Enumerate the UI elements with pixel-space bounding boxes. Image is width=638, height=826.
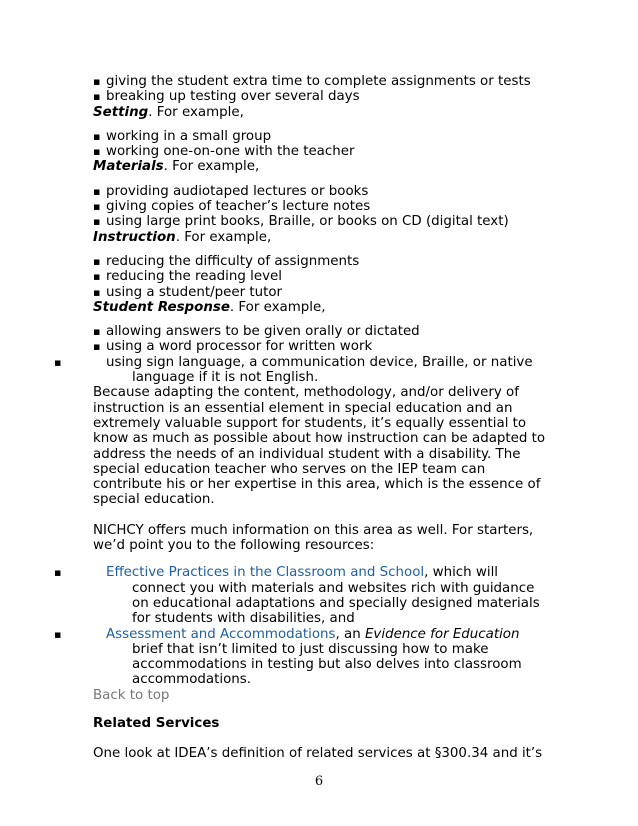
list-item: ▪ using sign language, a communication device, Braille, or native language if it is not English. xyxy=(93,355,553,386)
related-services-heading: Related Services xyxy=(93,715,220,731)
back-to-top-link[interactable]: Back to top xyxy=(93,687,170,703)
related-services-paragraph: One look at IDEA’s definition of related services at §300.34 and it’s xyxy=(93,746,543,762)
list-item: ▪ giving the student extra time to complete assignments or tests xyxy=(93,74,553,89)
list-item: ▪ working one-on-one with the teacher xyxy=(93,144,553,159)
assessment-accommodations-link[interactable]: Assessment and Accommodations xyxy=(106,626,336,642)
list-item: ▪ giving copies of teacher’s lecture notes xyxy=(93,199,553,214)
list-item: ▪ using large print books, Braille, or books on CD (digital text) xyxy=(93,214,553,229)
list-item: ▪ allowing answers to be given orally or dictated xyxy=(93,324,553,339)
setting-heading: Setting. For example, xyxy=(93,104,244,120)
nichcy-paragraph: NICHCY offers much information on this area as well. For starters, we’d point you to the following resources: xyxy=(93,522,534,554)
list-item: ▪ reducing the difficulty of assignments xyxy=(93,254,553,269)
resource-item: ▪ Assessment and Accommodations, an Evidence for Education brief that isn’t limited to just discussing how to make accommodations in testing but also delves into classroom accommodations. xyxy=(93,627,553,688)
instruction-heading: Instruction. For example, xyxy=(93,229,272,245)
list-item: ▪ working in a small group xyxy=(93,129,553,144)
materials-heading: Materials. For example, xyxy=(93,159,260,175)
list-item: ▪ using a student/peer tutor xyxy=(93,285,553,300)
list-item: ▪ reducing the reading level xyxy=(93,269,553,284)
document-body xyxy=(93,74,553,762)
list-item: ▪ using a word processor for written work xyxy=(93,339,553,354)
list-item: ▪ breaking up testing over several days xyxy=(93,89,553,104)
list-item: ▪ providing audiotaped lectures or books xyxy=(93,184,553,199)
effective-practices-link[interactable]: Effective Practices in the Classroom and School xyxy=(106,565,425,581)
resource-item: ▪ Effective Practices in the Classroom and School, which will connect you with materials and websites rich with guidance on educational adaptations and specially designed materials for students with disabilities, and xyxy=(93,565,553,626)
adaptation-paragraph: Because adapting the content, methodology, and/or delivery of instruction is an essential element in special education and an extremely valuable support for students, it’s equally essential to know as much as possible about how instruction can be adapted to address the needs of an individual student with a disability. The special education teacher who serves on the IEP team can contribute his or her expertise in this area, which is the essence of special education. xyxy=(93,385,546,508)
student-response-heading: Student Response. For example, xyxy=(93,299,326,315)
page-number: 6 xyxy=(314,774,324,789)
